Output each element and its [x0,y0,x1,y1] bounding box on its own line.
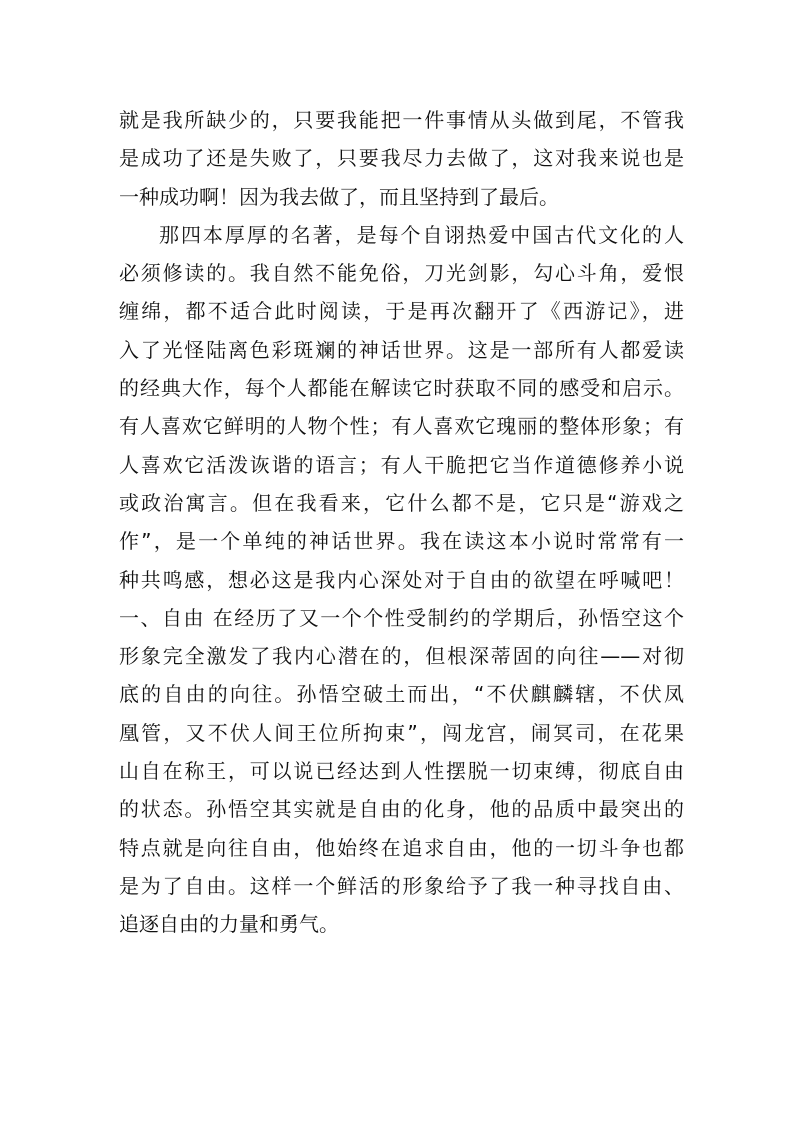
text-line: 形象完全激发了我内心潜在的，但根深蒂固的向往——对彻 [119,644,684,669]
text-line: 山自在称王，可以说已经达到人性摆脱一切束缚，彻底自由 [119,759,684,784]
text-line: 追逐自由的力量和勇气。 [119,912,339,937]
text-line: 缠绵，都不适合此时阅读，于是再次翻开了《西游记》，进 [119,299,684,324]
text-line: 凰管，又不伏人间王位所拘束”，闯龙宫，闹冥司，在花果 [119,720,684,745]
text-line: 作”，是一个单纯的神话世界。我在读这本小说时常常有一 [119,529,684,554]
paragraph-first-line: 那四本厚厚的名著，是每个自诩热爱中国古代文化的人 [159,222,684,247]
text-line: 有人喜欢它鲜明的人物个性；有人喜欢它瑰丽的整体形象；有 [119,414,684,439]
text-line: 底的自由的向往。孙悟空破土而出，“不伏麒麟辖，不伏凤 [119,682,684,707]
text-line: 一种成功啊！因为我去做了，而且坚持到了最后。 [119,184,559,209]
text-line: 的经典大作，每个人都能在解读它时获取不同的感受和启示。 [119,376,684,401]
text-line: 人喜欢它活泼诙谐的语言；有人干脆把它当作道德修养小说 [119,452,684,477]
text-line: 是为了自由。这样一个鲜活的形象给予了我一种寻找自由、 [119,873,684,898]
text-line: 或政治寓言。但在我看来，它什么都不是，它只是“游戏之 [119,490,684,515]
text-line: 的状态。孙悟空其实就是自由的化身，他的品质中最突出的 [119,797,684,822]
section-heading-line: 一、自由 在经历了又一个个性受制约的学期后，孙悟空这个 [119,605,684,630]
text-line: 特点就是向往自由，他始终在追求自由，他的一切斗争也都 [119,835,684,860]
text-line: 入了光怪陆离色彩斑斓的神话世界。这是一部所有人都爱读 [119,337,684,362]
text-line: 必须修读的。我自然不能免俗，刀光剑影，勾心斗角，爱恨 [119,261,684,286]
text-line: 是成功了还是失败了，只要我尽力去做了，这对我来说也是 [119,146,684,171]
text-line: 种共鸣感，想必这是我内心深处对于自由的欲望在呼喊吧！ [119,567,684,592]
body-text [119,101,684,944]
text-line: 就是我所缺少的，只要我能把一件事情从头做到尾，不管我 [119,108,684,132]
